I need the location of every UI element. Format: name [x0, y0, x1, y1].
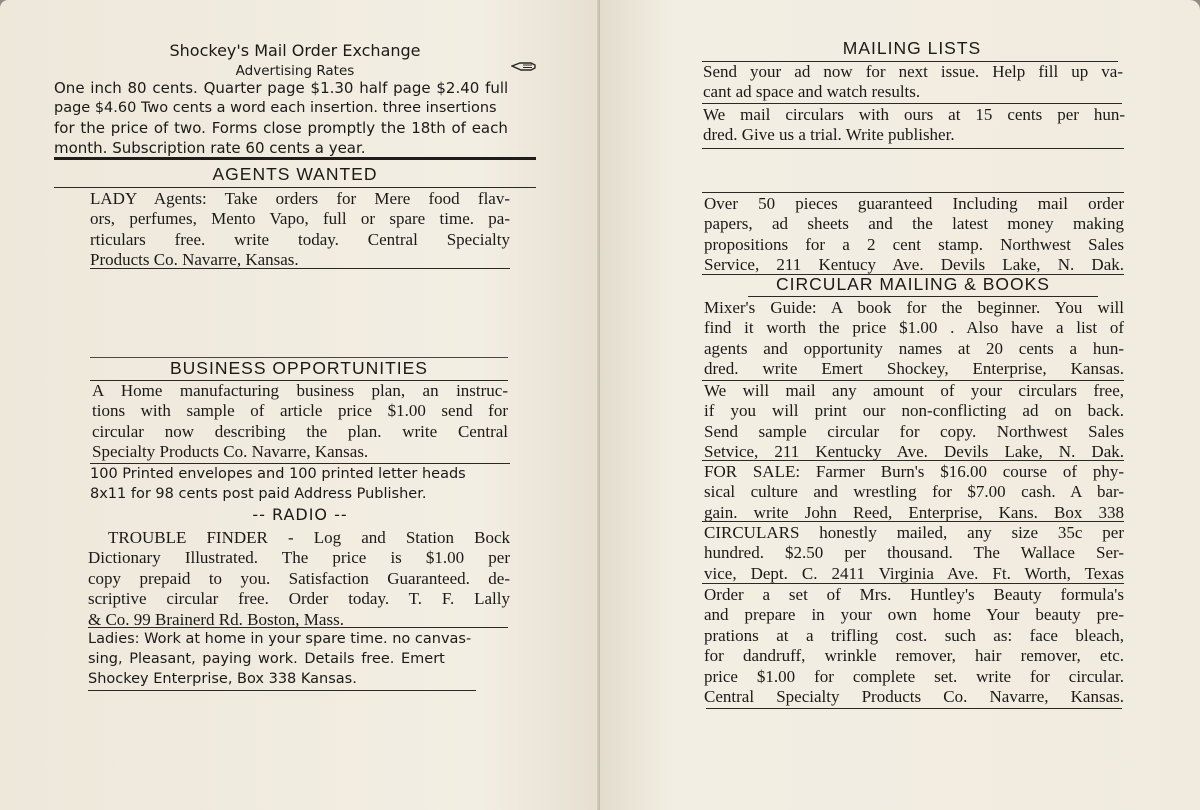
rates-subtitle: Advertising Rates — [235, 63, 355, 79]
exchange-title: Shockey's Mail Order Exchange — [169, 41, 421, 60]
ad-line: and prepare in your own home Your beauty pre- — [704, 605, 1124, 625]
divider — [88, 690, 476, 691]
agents-wanted-ad — [90, 189, 510, 271]
ad-line: FOR SALE: Farmer Burn's $16.00 course of phy- — [704, 462, 1124, 481]
ad-line: prations at a trifling cost. such as: face bleach, — [704, 625, 1124, 645]
ad-line: for dandruff, wrinkle remover, hair remover, etc. — [704, 646, 1124, 666]
ad-line: & Co. 99 Brainerd Rd. Boston, Mass. — [88, 609, 344, 629]
ad-line: price $1.00 for complete set. write for circular. — [704, 666, 1124, 686]
rates-line: One inch 80 cents. Quarter page $1.30 half page $2.40 full — [54, 79, 509, 97]
ad-line: vice, Dept. C. 2411 Virginia Ave. Ft. Worth, Texas — [704, 563, 1124, 583]
ad-line: agents and opportunity names at 20 cents a hun- — [704, 338, 1124, 358]
divider — [706, 708, 1122, 709]
ad-line: Over 50 pieces guaranteed Including mail order — [704, 194, 1124, 213]
circulars-mailed-ad — [704, 523, 1124, 584]
beauty-formula-ad — [704, 585, 1124, 707]
for-sale-ad — [704, 462, 1124, 523]
ad-line: hundred. $2.50 per thousand. The Wallace Ser- — [704, 543, 1124, 563]
ad-line: Setvice, 211 Kentucky Ave. Devils Lake, N. Dak. — [704, 442, 1124, 462]
divider — [702, 521, 1124, 522]
mixers-guide-ad — [704, 298, 1124, 380]
ad-line: tions with sample of article price $1.00 send for — [92, 401, 508, 421]
mail-circulars-ad — [703, 105, 1125, 146]
ad-line: rticulars free. write today. Central Specialty — [90, 229, 510, 249]
agents-wanted-heading: AGENTS WANTED — [212, 164, 378, 184]
circular-mailing-heading: CIRCULAR MAILING & BOOKS — [776, 274, 1050, 294]
divider — [702, 103, 1122, 104]
ad-line: Dictionary Illustrated. The price is $1.00 per — [88, 548, 510, 568]
divider — [88, 627, 508, 628]
ad-line: scriptive circular free. Order today. T. F. Lally — [88, 589, 510, 609]
home-manufacturing-ad — [92, 381, 508, 463]
divider — [702, 148, 1124, 149]
divider — [702, 583, 1124, 584]
ad-line: sical culture and wrestling for $7.00 cash. A bar- — [704, 482, 1124, 502]
ad-line: Send your ad now for next issue. Help fill up va- — [703, 62, 1123, 81]
ad-line: cant ad space and watch results. — [703, 82, 921, 102]
ad-line: papers, ad sheets and the latest money making — [704, 214, 1124, 234]
ad-line: propositions for a 2 cent stamp. Northwest Sales — [704, 234, 1124, 254]
trouble-finder-ad — [88, 528, 510, 630]
right-page — [600, 0, 1200, 810]
ad-line: copy prepaid to you. Satisfaction Guaranteed. de- — [88, 568, 510, 588]
divider — [748, 296, 1098, 297]
ad-line: gain. write John Reed, Enterprise, Kans. Box 338 — [704, 502, 1124, 522]
ad-line: ors, perfumes, Mento Vapo, full or spare time. pa- — [90, 209, 510, 229]
ad-line: Mixer's Guide: A book for the beginner. You will — [704, 298, 1124, 317]
ladies-work-ad — [88, 629, 510, 689]
ad-line: Shockey Enterprise, Box 338 Kansas. — [88, 671, 357, 687]
ad-line: A Home manufacturing business plan, an instruc- — [92, 381, 508, 400]
ad-line: Specialty Products Co. Navarre, Kansas. — [92, 442, 369, 462]
ad-line: We will mail any amount of your circulars free, — [704, 381, 1124, 400]
ad-line: circular now describing the plan. write Central — [92, 421, 508, 441]
ad-line: CIRCULARS honestly mailed, any size 35c per — [704, 523, 1124, 542]
divider — [702, 460, 1124, 461]
ad-line: dred. Give us a trial. Write publisher. — [703, 125, 955, 145]
divider — [54, 157, 536, 160]
over-50-pieces-ad — [704, 194, 1124, 276]
divider — [54, 187, 536, 188]
ad-line: Ladies: Work at home in your spare time. no canvas- — [88, 631, 472, 647]
divider — [702, 192, 1124, 193]
ad-line: Send sample circular for copy. Northwest Sales — [704, 421, 1124, 441]
ad-line: We mail circulars with ours at 15 cents per hun- — [703, 105, 1125, 124]
business-opportunities-heading: BUSINESS OPPORTUNITIES — [170, 358, 428, 378]
mailing-lists-heading: MAILING LISTS — [842, 38, 982, 58]
rates-text — [54, 78, 539, 158]
rates-line: month. Subscription rate 60 cents a year. — [54, 139, 366, 157]
ad-line: 100 Printed envelopes and 100 printed letter heads — [90, 466, 466, 482]
envelopes-ad — [90, 464, 510, 504]
divider — [90, 268, 510, 269]
ad-line: if you will print our non-conflicting ad on back. — [704, 401, 1124, 421]
ad-line: TROUBLE FINDER - Log and Station Bock — [108, 528, 510, 547]
send-your-ad — [703, 62, 1123, 103]
ad-line: 8x11 for 98 cents post paid Address Publisher. — [90, 486, 427, 502]
rates-line: for the price of two. Forms close promptly the 18th of each — [54, 119, 508, 137]
ad-line: Products Co. Navarre, Kansas. — [90, 250, 299, 270]
pointing-hand-icon — [511, 60, 537, 72]
ad-line: Service, 211 Kentucy Ave. Devils Lake, N. Dak. — [704, 255, 1124, 275]
ad-line: dred. write Emert Shockey, Enterprise, Kansas. — [704, 359, 1124, 379]
ad-line: sing, Pleasant, paying work. Details free. Emert — [88, 651, 445, 667]
ad-line: Central Specialty Products Co. Navarre, Kansas. — [704, 687, 1124, 707]
radio-heading: -- RADIO -- — [252, 505, 348, 524]
ad-line: LADY Agents: Take orders for Mere food flav- — [90, 189, 510, 208]
rates-line: page $4.60 Two cents a word each insertion. three insertions — [54, 100, 497, 116]
ad-line: find it worth the price $1.00 . Also have a list of — [704, 318, 1124, 338]
mail-circulars-free-ad — [704, 381, 1124, 463]
ad-line: Order a set of Mrs. Huntley's Beauty formula's — [704, 585, 1124, 604]
